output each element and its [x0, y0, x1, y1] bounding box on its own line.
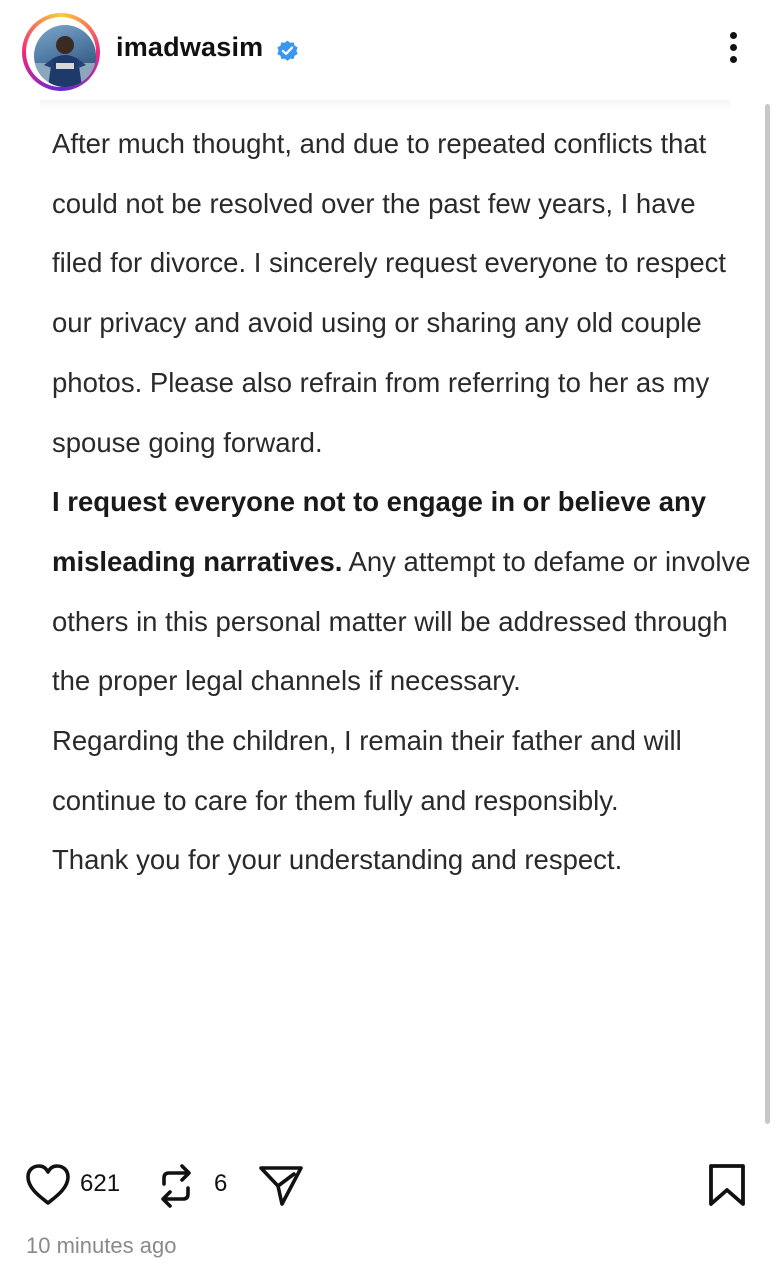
story-ring[interactable] [22, 13, 100, 91]
heart-icon[interactable] [24, 1162, 72, 1208]
post-text [52, 114, 752, 890]
more-vertical-icon[interactable] [718, 32, 748, 72]
avatar-image [34, 25, 96, 87]
repost-icon[interactable] [156, 1162, 196, 1210]
post-paragraph: Thank you for your understanding and respect. [52, 844, 623, 876]
post-header [0, 0, 777, 100]
reposts-count[interactable]: 6 [214, 1170, 228, 1197]
more-dot [730, 44, 737, 51]
post-paragraph-text: Any attempt to defame or involve others in this personal matter will be addressed through the proper legal channels if necessary. [52, 545, 751, 697]
post-paragraph: Regarding the children, I remain their father and will continue to care for them fully and responsibly. [52, 725, 682, 816]
username[interactable]: imadwasim [116, 32, 264, 62]
more-dot [730, 32, 737, 39]
post-paragraph: After much thought, and due to repeated conflicts that could not be resolved over the past few years, I have filed for divorce. I sincerely request everyone to respect our privacy and avoid using or sharing any old couple photos. Please also refrain from referring to her as my spouse going forward. [52, 128, 727, 458]
post-paragraph [52, 472, 752, 711]
post-timestamp: 10 minutes ago [26, 1233, 177, 1258]
avatar[interactable] [34, 25, 96, 87]
bookmark-icon[interactable] [706, 1162, 748, 1208]
send-icon[interactable] [256, 1162, 306, 1208]
post-bold-text: I request everyone not to engage in or believe any misleading narratives. [52, 486, 707, 577]
avatar-gap [26, 17, 96, 87]
header-divider [40, 100, 730, 110]
more-dot [730, 56, 737, 63]
likes-count[interactable]: 621 [80, 1170, 121, 1197]
verified-badge-icon [275, 38, 300, 63]
action-bar [0, 1150, 777, 1220]
scrollbar[interactable] [765, 104, 770, 1124]
